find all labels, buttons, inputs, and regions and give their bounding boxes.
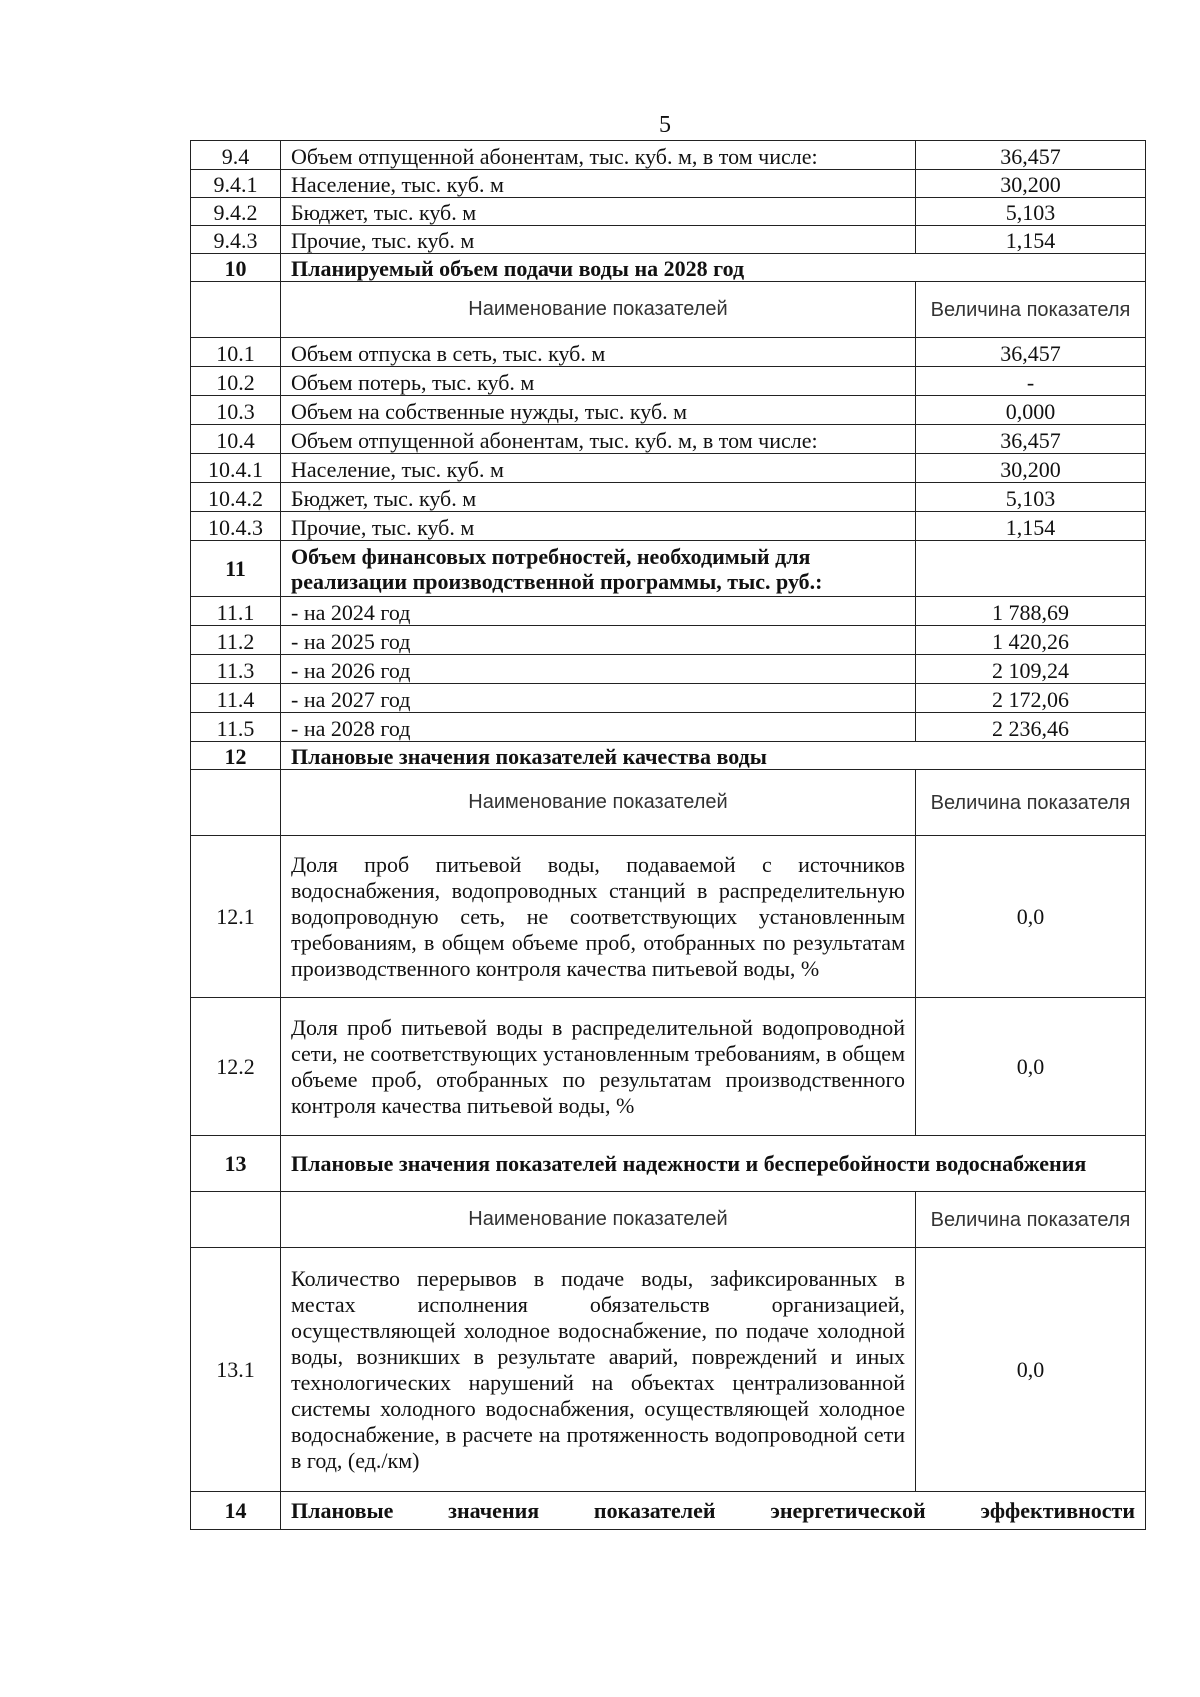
- row-value: 36,457: [916, 141, 1146, 170]
- row-label: - на 2024 год: [281, 597, 916, 626]
- row-label: Объем отпуска в сеть, тыс. куб. м: [281, 338, 916, 367]
- table-row: [191, 170, 1146, 198]
- column-header-row: [191, 1192, 1146, 1248]
- row-value: 30,200: [916, 454, 1146, 483]
- section-number: 14: [191, 1492, 281, 1530]
- row-number: 10.4.2: [191, 483, 281, 512]
- row-label: Объем на собственные нужды, тыс. куб. м: [281, 396, 916, 425]
- row-label: - на 2026 год: [281, 655, 916, 684]
- table-row: [191, 396, 1146, 425]
- row-number: 11.1: [191, 597, 281, 626]
- row-number: 9.4.3: [191, 226, 281, 254]
- table-row: [191, 1248, 1146, 1492]
- row-number: 11.5: [191, 713, 281, 742]
- row-value: 1 420,26: [916, 626, 1146, 655]
- table-row: [191, 367, 1146, 396]
- row-value: 30,200: [916, 170, 1146, 198]
- section-title: Плановые значения показателей качества воды: [281, 742, 1146, 770]
- table-row: [191, 655, 1146, 684]
- table-row: [191, 713, 1146, 742]
- section-title: Плановые значения показателей надежности и бесперебойности водоснабжения: [281, 1136, 1146, 1192]
- table-row: [191, 512, 1146, 541]
- column-header-name: Наименование показателей: [281, 1192, 916, 1248]
- empty-cell: [191, 1192, 281, 1248]
- section-number: 10: [191, 254, 281, 282]
- section-header-row: [191, 541, 1146, 597]
- table-row: [191, 626, 1146, 655]
- table-row: [191, 454, 1146, 483]
- column-header-name: Наименование показателей: [281, 282, 916, 338]
- section-number: 12: [191, 742, 281, 770]
- column-header-value: Величина показателя: [916, 770, 1146, 836]
- row-label: Прочие, тыс. куб. м: [281, 512, 916, 541]
- table-row: [191, 226, 1146, 254]
- row-value: 2 172,06: [916, 684, 1146, 713]
- row-label: Объем отпущенной абонентам, тыс. куб. м, в том числе:: [281, 141, 916, 170]
- row-number: 10.4.3: [191, 512, 281, 541]
- row-value: 1 788,69: [916, 597, 1146, 626]
- column-header-row: [191, 282, 1146, 338]
- empty-cell: [916, 541, 1146, 597]
- row-value: 36,457: [916, 338, 1146, 367]
- row-label: - на 2027 год: [281, 684, 916, 713]
- section-title: Объем финансовых потребностей, необходимый для реализации производственной программы, тыс. руб.:: [281, 541, 916, 597]
- row-value: 0,000: [916, 396, 1146, 425]
- row-value: 2 109,24: [916, 655, 1146, 684]
- row-number: 12.1: [191, 836, 281, 998]
- section-title: Плановые значения показателей энергетической эффективности: [281, 1492, 1146, 1530]
- section-header-row: [191, 1136, 1146, 1192]
- table-row: [191, 425, 1146, 454]
- row-value: 1,154: [916, 226, 1146, 254]
- row-number: 12.2: [191, 998, 281, 1136]
- row-number: 10.1: [191, 338, 281, 367]
- row-value: 5,103: [916, 198, 1146, 226]
- row-number: 10.3: [191, 396, 281, 425]
- table-row: [191, 338, 1146, 367]
- row-label: Доля проб питьевой воды, подаваемой с источников водоснабжения, водопроводных станций в распределительную водопроводную сеть, не соответствующих установленным требованиям, в общем объеме проб, отобранных по результатам производственного контроля качества питьевой воды, %: [281, 836, 916, 998]
- row-number: 10.2: [191, 367, 281, 396]
- table-row: [191, 483, 1146, 512]
- empty-cell: [191, 282, 281, 338]
- row-value: 36,457: [916, 425, 1146, 454]
- table-row: [191, 684, 1146, 713]
- row-number: 10.4: [191, 425, 281, 454]
- row-value: 0,0: [916, 1248, 1146, 1492]
- column-header-value: Величина показателя: [916, 282, 1146, 338]
- row-value: 2 236,46: [916, 713, 1146, 742]
- section-title: Планируемый объем подачи воды на 2028 год: [281, 254, 1146, 282]
- row-label: - на 2025 год: [281, 626, 916, 655]
- table-row: [191, 597, 1146, 626]
- table-row: [191, 836, 1146, 998]
- section-header-row: [191, 1492, 1146, 1530]
- section-header-row: [191, 742, 1146, 770]
- column-header-value: Величина показателя: [916, 1192, 1146, 1248]
- row-label: Население, тыс. куб. м: [281, 454, 916, 483]
- column-header-row: [191, 770, 1146, 836]
- table-row: [191, 141, 1146, 170]
- section-number: 11: [191, 541, 281, 597]
- section-number: 13: [191, 1136, 281, 1192]
- table-row: [191, 198, 1146, 226]
- row-number: 10.4.1: [191, 454, 281, 483]
- empty-cell: [191, 770, 281, 836]
- row-label: Доля проб питьевой воды в распределительной водопроводной сети, не соответствующих установленным требованиям, в общем объеме проб, отобранных по результатам производственного контроля качества питьевой воды, %: [281, 998, 916, 1136]
- section-header-row: [191, 254, 1146, 282]
- row-label: Бюджет, тыс. куб. м: [281, 198, 916, 226]
- row-label: Количество перерывов в подаче воды, зафиксированных в местах исполнения обязательств организацией, осуществляющей холодное водоснабжение, по подаче холодной воды, возникших в результате аварий, повреждений и иных технологических нарушений на объектах централизованной системы холодного водоснабжения, осуществляющей холодное водоснабжение, в расчете на протяженность водопроводной сети в год, (ед./км): [281, 1248, 916, 1492]
- row-number: 11.4: [191, 684, 281, 713]
- row-number: 9.4.2: [191, 198, 281, 226]
- row-label: Бюджет, тыс. куб. м: [281, 483, 916, 512]
- row-label: Население, тыс. куб. м: [281, 170, 916, 198]
- production-program-table: [190, 140, 1146, 1530]
- row-number: 13.1: [191, 1248, 281, 1492]
- row-value: 1,154: [916, 512, 1146, 541]
- page-number: 5: [659, 112, 671, 138]
- row-number: 11.2: [191, 626, 281, 655]
- row-label: Прочие, тыс. куб. м: [281, 226, 916, 254]
- row-number: 9.4: [191, 141, 281, 170]
- table-row: [191, 998, 1146, 1136]
- row-number: 11.3: [191, 655, 281, 684]
- row-label: Объем потерь, тыс. куб. м: [281, 367, 916, 396]
- row-value: 0,0: [916, 836, 1146, 998]
- row-number: 9.4.1: [191, 170, 281, 198]
- column-header-name: Наименование показателей: [281, 770, 916, 836]
- row-value: 0,0: [916, 998, 1146, 1136]
- row-value: -: [916, 367, 1146, 396]
- row-label: - на 2028 год: [281, 713, 916, 742]
- row-label: Объем отпущенной абонентам, тыс. куб. м, в том числе:: [281, 425, 916, 454]
- row-value: 5,103: [916, 483, 1146, 512]
